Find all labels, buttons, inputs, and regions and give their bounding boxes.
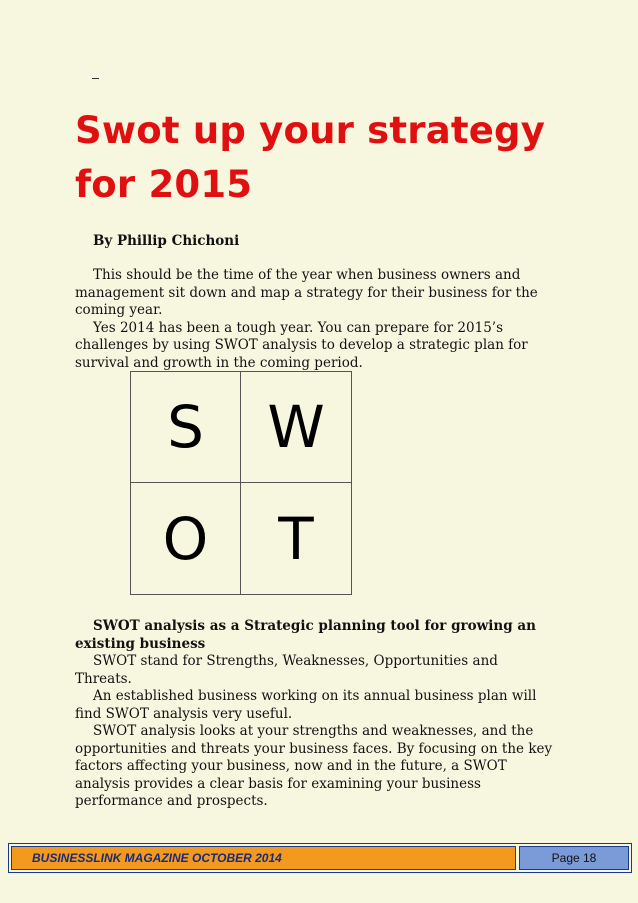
swot-cell-threats: T <box>278 504 314 573</box>
footer-page-number: Page 18 <box>519 846 629 870</box>
article-byline: By Phillip Chichoni <box>93 233 240 249</box>
intro-text <box>75 267 545 372</box>
swot-grid <box>130 371 352 595</box>
swot-cell-opportunities: O <box>131 483 241 594</box>
page-footer <box>8 843 632 873</box>
intro-paragraph: Yes 2014 has been a tough year. You can prepare for 2015’s challenges by using SWOT analysis to develop a strategic plan for survival and growth in the coming period. <box>75 319 528 371</box>
intro-paragraph: This should be the time of the year when business owners and management sit down and map a strategy for their business for the coming year. <box>75 267 538 318</box>
swot-cell-weaknesses: W <box>241 372 351 483</box>
footer-publication: BUSINESSLINK MAGAZINE OCTOBER 2014 <box>11 846 516 870</box>
section-paragraph: SWOT analysis looks at your strengths and weaknesses, and the opportunities and threats your business faces. By focusing on the key factors affecting your business, now and in the future, a SWOT analysis provides a clear basis for examining your business performance and prospects. <box>75 723 553 809</box>
article-title: Swot up your strategy for 2015 <box>75 109 546 206</box>
decorative-dash <box>92 78 99 79</box>
swot-cell-strengths: S <box>131 372 241 483</box>
section-paragraph: An established business working on its annual business plan will find SWOT analysis very useful. <box>75 688 537 722</box>
section-paragraph: SWOT stand for Strengths, Weaknesses, Opportunities and Threats. <box>75 653 498 687</box>
section-heading: SWOT analysis as a Strategic planning tool for growing an existing business <box>75 618 536 652</box>
swot-section <box>75 618 555 811</box>
